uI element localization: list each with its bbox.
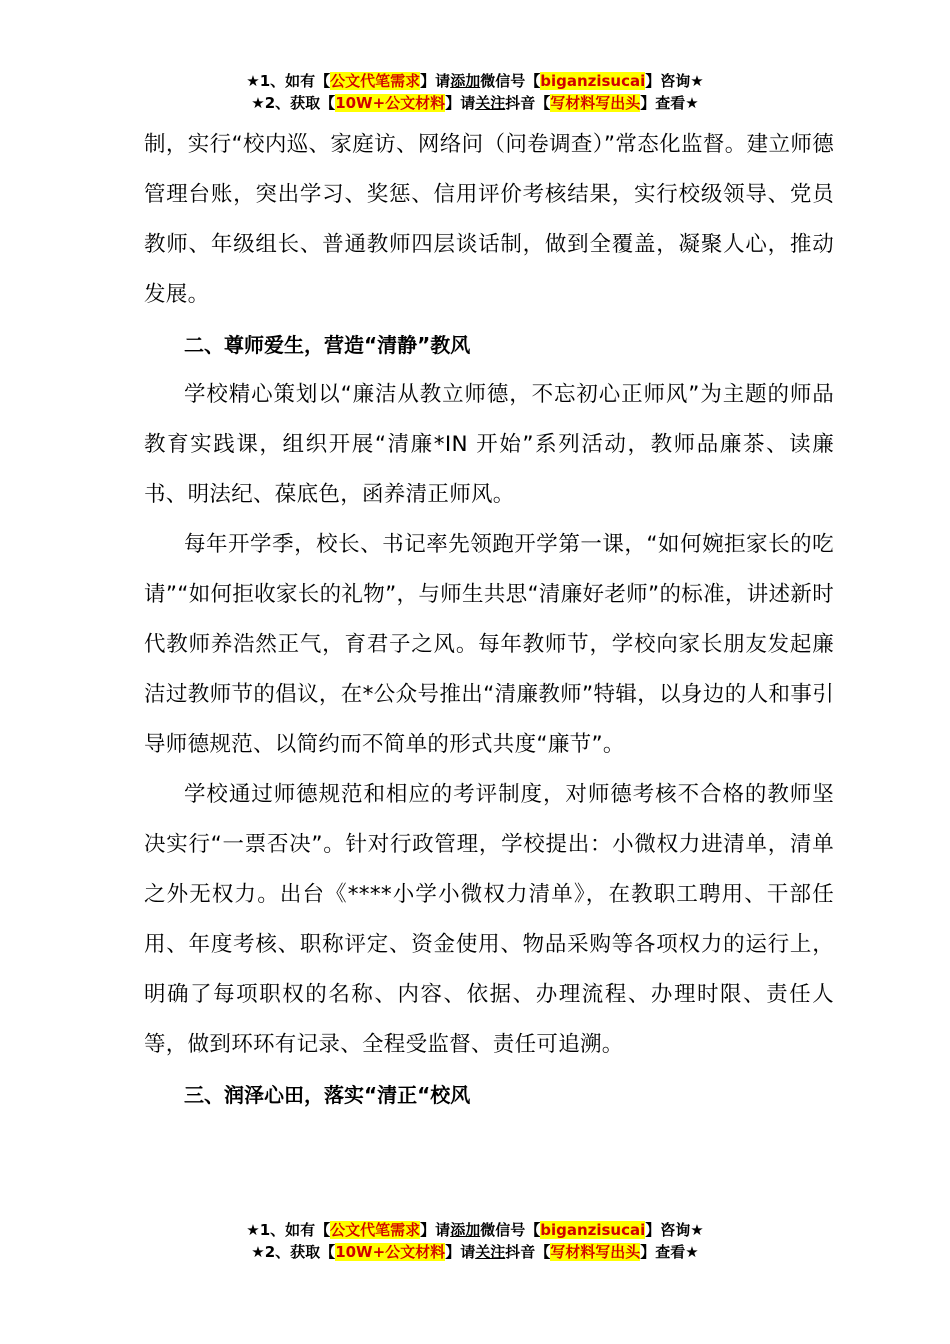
- paragraph-3: 每年开学季，校长、书记率先领跑开学第一课，“如何婉拒家长的吃请”“如何拒收家长的礼物”，与师生共思“清廉好老师”的标准，讲述新时代教师养浩然正气，育君子之风。每年教师节，学校向家长朋友发起廉洁过教师节的倡议，在*公众号推出“清廉教师”特辑，以身边的人和事引导师德规范、以简约而不简单的形式共度“廉节”。: [144, 532, 834, 757]
- paragraph-2: 学校精心策划以“廉洁从教立师德，不忘初心正师风”为主题的师品教育实践课，组织开展“清廉*IN 开始”系列活动，教师品廉茶、读廉书、明法纪、葆底色，函养清正师风。: [144, 382, 834, 507]
- banner-line-2: ★2、获取【10W+公文材料】请关注抖音【写材料写出头】查看★: [251, 1243, 699, 1261]
- document-body: [144, 120, 834, 1120]
- bottom-banner: [0, 1219, 950, 1263]
- top-banner: [0, 70, 950, 114]
- highlight-materials: 10W+公文材料: [335, 1243, 446, 1261]
- banner-line-1: ★1、如有【公文代笔需求】请添加微信号【biganzisucai】咨询★: [246, 72, 704, 90]
- douyin-account: 写材料写出头: [550, 1243, 641, 1261]
- section-heading-3: 三、润泽心田，落实“清正“校风: [184, 1083, 471, 1107]
- highlight-service: 公文代笔需求: [330, 1221, 421, 1239]
- wechat-id: biganzisucai: [540, 1221, 646, 1239]
- banner-line-2: ★2、获取【10W+公文材料】请关注抖音【写材料写出头】查看★: [251, 94, 699, 112]
- section-heading-2: 二、尊师爱生，营造“清静”教风: [184, 333, 471, 357]
- banner-line-1: ★1、如有【公文代笔需求】请添加微信号【biganzisucai】咨询★: [246, 1221, 704, 1239]
- highlight-materials: 10W+公文材料: [335, 94, 446, 112]
- wechat-id: biganzisucai: [540, 72, 646, 90]
- paragraph-4: 学校通过师德规范和相应的考评制度，对师德考核不合格的教师坚决实行“一票否决”。针对行政管理，学校提出：小微权力进清单，清单之外无权力。出台《****小学小微权力清单》，在教职工聘用、干部任用、年度考核、职称评定、资金使用、物品采购等各项权力的运行上，明确了每项职权的名称、内容、依据、办理流程、办理时限、责任人等，做到环环有记录、全程受监督、责任可追溯。: [144, 782, 834, 1057]
- paragraph-1: 制，实行“校内巡、家庭访、网络问（问卷调查）”常态化监督。建立师德管理台账，突出学习、奖惩、信用评价考核结果，实行校级领导、党员教师、年级组长、普通教师四层谈话制，做到全覆盖，凝聚人心，推动发展。: [144, 132, 834, 307]
- highlight-service: 公文代笔需求: [330, 72, 421, 90]
- douyin-account: 写材料写出头: [550, 94, 641, 112]
